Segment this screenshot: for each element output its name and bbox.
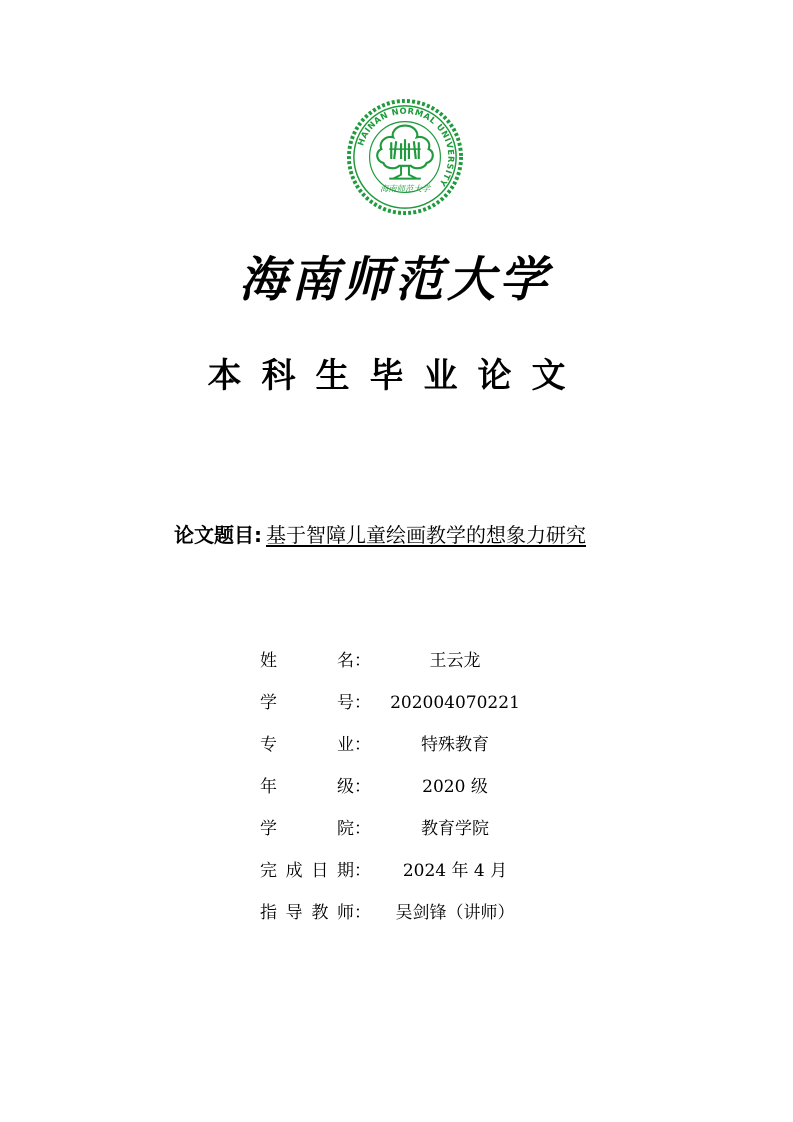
info-colon: ： [354, 693, 371, 713]
info-colon: ： [354, 735, 371, 755]
svg-text:HAINAN NORMAL UNIVERSITY: HAINAN NORMAL UNIVERSITY [355, 105, 457, 189]
university-seal-logo [346, 98, 464, 216]
info-label: 专业 [260, 735, 354, 755]
seal-inner-text: 海南师范大学 [379, 183, 431, 194]
info-value-grade: 2020 级 [422, 777, 488, 797]
info-row-major [260, 724, 580, 766]
info-colon: ： [354, 903, 371, 923]
info-label: 完成日期 [260, 861, 354, 881]
info-row-grade [260, 766, 580, 808]
info-row-student-id [260, 682, 580, 724]
info-colon: ： [354, 777, 371, 797]
info-label: 姓名 [260, 651, 354, 671]
info-row-completion-date [260, 850, 580, 892]
info-row-college [260, 808, 580, 850]
thesis-title-value: 基于智障儿童绘画教学的想象力研究 [266, 523, 586, 547]
thesis-type-heading: 本科生毕业论文 [207, 356, 586, 396]
info-colon: ： [354, 861, 371, 881]
university-name-calligraphy: 海南师范大学 [238, 252, 551, 308]
info-value-name: 王云龙 [429, 651, 481, 671]
info-label: 指导教师 [260, 903, 354, 923]
info-row-name [260, 640, 580, 682]
info-row-advisor [260, 892, 580, 934]
info-colon: ： [354, 651, 371, 671]
student-info-block [260, 640, 580, 934]
info-label: 学号 [260, 693, 354, 713]
thesis-title-row [174, 520, 586, 550]
info-value-major: 特殊教育 [421, 735, 489, 755]
info-value-completion-date: 2024 年 4 月 [402, 861, 508, 881]
info-label: 学院 [260, 819, 354, 839]
info-label: 年级 [260, 777, 354, 797]
info-value-advisor: 吴剑锋（讲师） [395, 903, 515, 923]
info-value-student-id: 202004070221 [390, 693, 520, 713]
info-value-college: 教育学院 [421, 819, 489, 839]
thesis-title-label: 论文题目: [174, 523, 262, 547]
info-colon: ： [354, 819, 371, 839]
